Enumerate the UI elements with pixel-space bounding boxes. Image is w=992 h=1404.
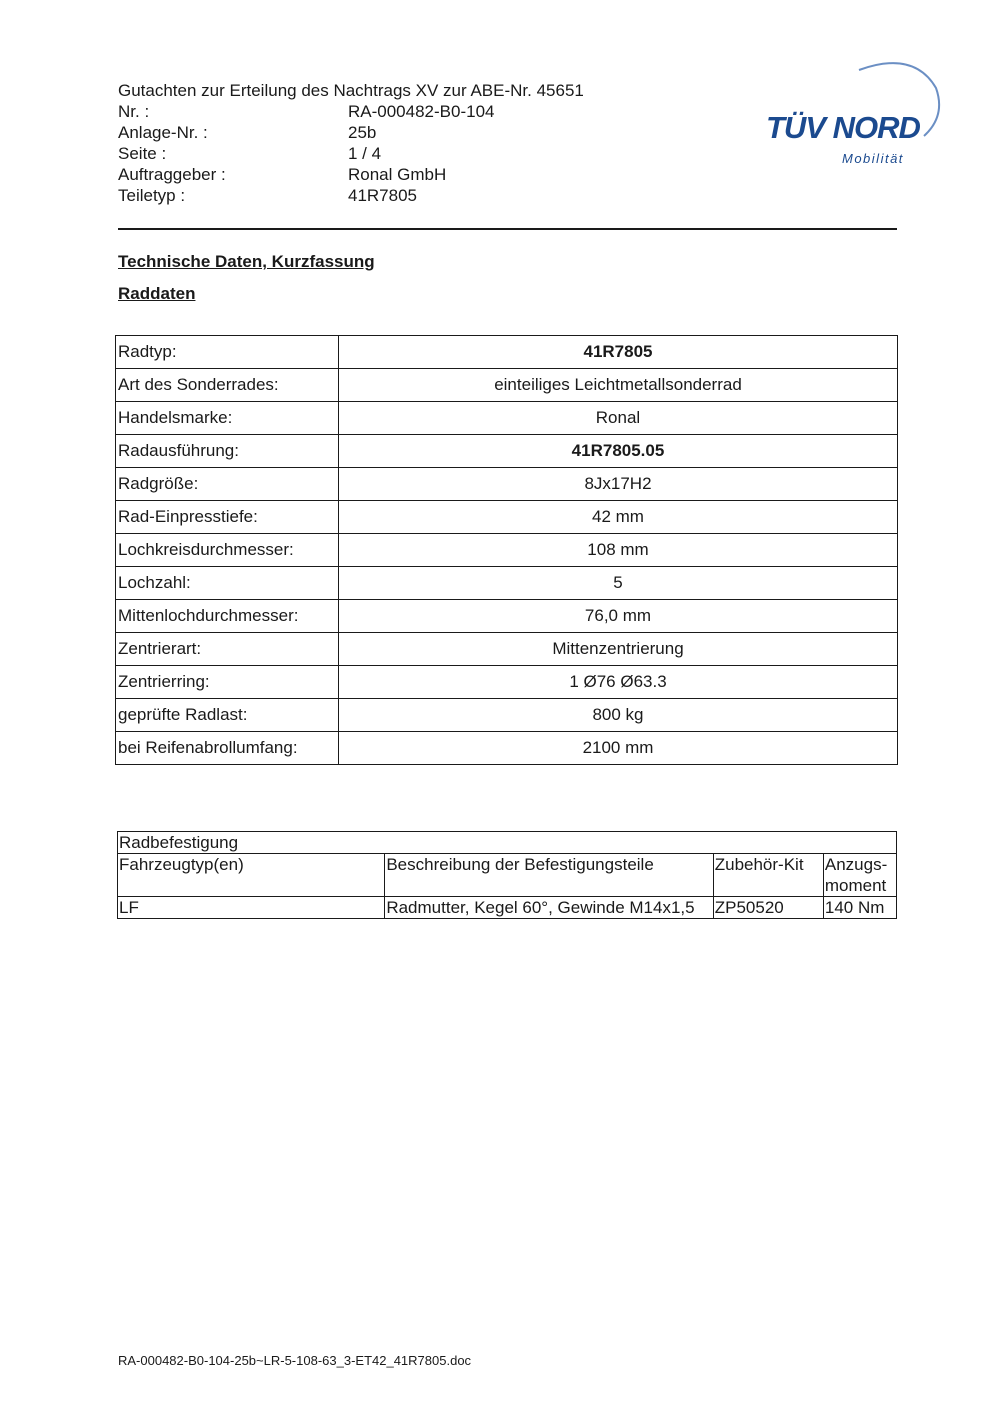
row-label: bei Reifenabrollumfang: [116, 732, 339, 765]
row-value: 108 mm [339, 534, 898, 567]
fastening-title-row [118, 832, 897, 854]
header-row-teiletyp [118, 185, 584, 206]
table-cell: 140 Nm [823, 897, 896, 919]
header-value: Ronal GmbH [348, 165, 447, 184]
row-label: Mittenlochdurchmesser: [116, 600, 339, 633]
header-value: RA-000482-B0-104 [348, 102, 495, 121]
table-row [116, 501, 898, 534]
header-label: Anlage-Nr. : [118, 123, 208, 142]
fastening-title: Radbefestigung [118, 832, 897, 854]
header-divider [118, 228, 897, 230]
header-label: Nr. : [118, 102, 150, 121]
table-row [116, 534, 898, 567]
row-value: 42 mm [339, 501, 898, 534]
header-label: Auftraggeber : [118, 165, 226, 184]
table-row [116, 435, 898, 468]
column-header: Beschreibung der Befestigungsteile [385, 854, 713, 897]
row-value: einteiliges Leichtmetallsonderrad [339, 369, 898, 402]
row-label: Handelsmarke: [116, 402, 339, 435]
row-value: Mittenzentrierung [339, 633, 898, 666]
row-value: Ronal [339, 402, 898, 435]
table-row [116, 699, 898, 732]
section-heading-tech: Technische Daten, Kurzfassung [118, 252, 375, 271]
table-row [116, 600, 898, 633]
table-row [116, 402, 898, 435]
row-label: geprüfte Radlast: [116, 699, 339, 732]
section-heading-raddaten: Raddaten [118, 284, 196, 303]
column-header: Fahrzeugtyp(en) [118, 854, 385, 897]
table-row [116, 633, 898, 666]
table-row [116, 732, 898, 765]
header-label: Seite : [118, 144, 167, 163]
row-label: Radtyp: [116, 336, 339, 369]
table-cell: ZP50520 [713, 897, 823, 919]
table-cell: Radmutter, Kegel 60°, Gewinde M14x1,5 [385, 897, 713, 919]
footer-filename: RA-000482-B0-104-25b~LR-5-108-63_3-ET42_41R7805.doc [118, 1353, 472, 1368]
row-value: 1 Ø76 Ø63.3 [339, 666, 898, 699]
column-header: Anzugs- moment [823, 854, 896, 897]
header-row-seite [118, 143, 584, 164]
fastening-data-row [118, 897, 897, 919]
header-label: Teiletyp : [118, 186, 186, 205]
header-row-auftraggeber [118, 164, 584, 185]
row-label: Zentrierring: [116, 666, 339, 699]
fastening-table [117, 831, 897, 919]
document-title: Gutachten zur Erteilung des Nachtrags XV zur ABE-Nr. 45651 [118, 81, 584, 100]
row-value: 800 kg [339, 699, 898, 732]
header-value: 1 / 4 [348, 144, 382, 163]
row-label: Lochkreisdurchmesser: [116, 534, 339, 567]
table-row [116, 666, 898, 699]
row-label: Radgröße: [116, 468, 339, 501]
header-row-anlage [118, 122, 584, 143]
row-value: 8Jx17H2 [339, 468, 898, 501]
logo-brand: TÜV NORD [766, 110, 920, 145]
table-row [116, 567, 898, 600]
fastening-header-row [118, 854, 897, 897]
tuv-nord-logo [764, 58, 944, 173]
table-cell: LF [118, 897, 385, 919]
header-value: 41R7805 [348, 186, 418, 205]
row-label: Art des Sonderrades: [116, 369, 339, 402]
table-row [116, 369, 898, 402]
table-row [116, 468, 898, 501]
row-value: 5 [339, 567, 898, 600]
row-value: 41R7805.05 [339, 435, 898, 468]
header-value: 25b [348, 123, 377, 142]
column-header: Zubehör-Kit [713, 854, 823, 897]
row-value: 76,0 mm [339, 600, 898, 633]
document-header [118, 80, 584, 206]
row-label: Zentrierart: [116, 633, 339, 666]
table-row [116, 336, 898, 369]
row-value: 41R7805 [339, 336, 898, 369]
row-value: 2100 mm [339, 732, 898, 765]
wheel-data-table [115, 335, 898, 765]
header-row-nr [118, 101, 584, 122]
row-label: Lochzahl: [116, 567, 339, 600]
logo-subtitle: Mobilität [842, 151, 904, 166]
row-label: Rad-Einpresstiefe: [116, 501, 339, 534]
row-label: Radausführung: [116, 435, 339, 468]
